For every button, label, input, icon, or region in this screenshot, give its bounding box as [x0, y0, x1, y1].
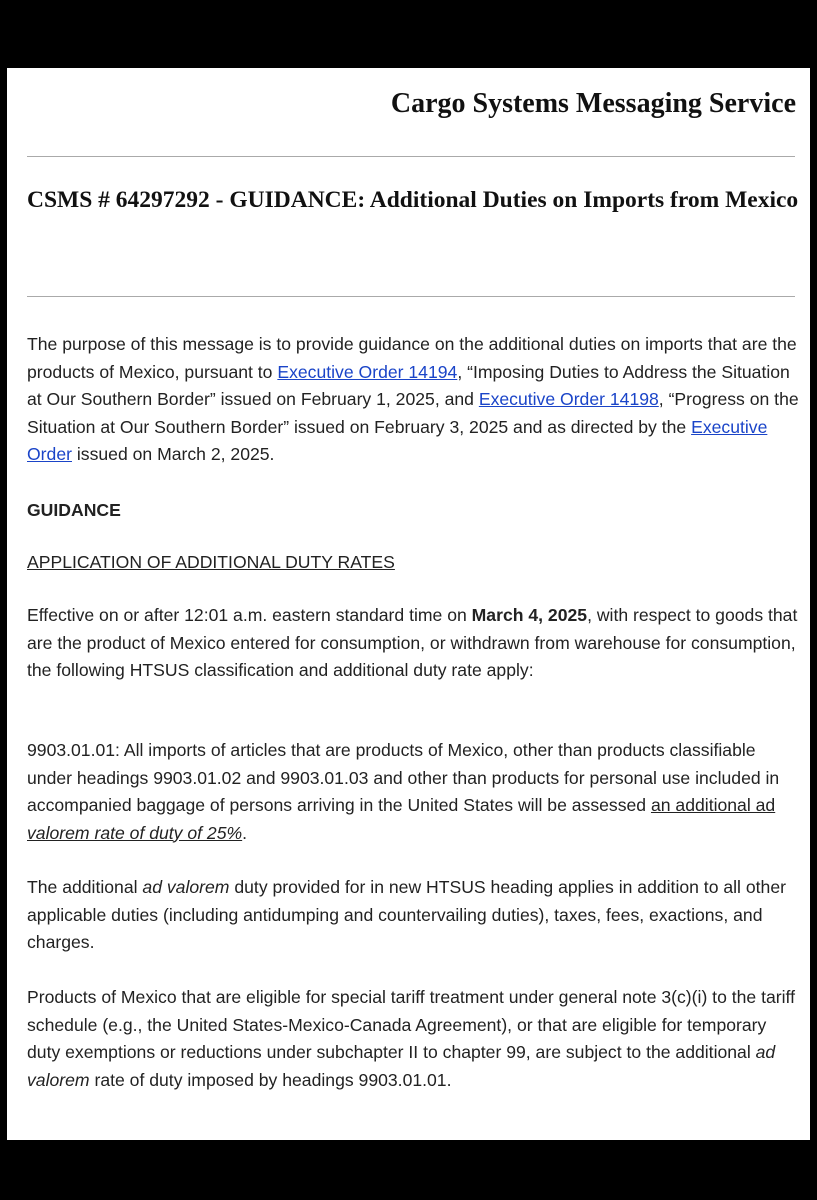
duty-rate-italic: valorem rate of duty of 25%	[27, 822, 243, 843]
effective-date: March 4, 2025	[471, 605, 588, 625]
message-headline: CSMS # 64297292 - GUIDANCE: Additional Duties on Imports from Mexico	[27, 187, 799, 213]
top-black-bar	[0, 0, 817, 54]
heading-9903-text-1: 9903.01.01: All imports of articles that are products of Mexico, other than products classifiable under headings 9903.01.02 and 9903.01.03 and other than products for personal use included in accompanied baggage of persons arriving in the United States will be assessed	[27, 740, 780, 815]
products-italic: ad valorem	[27, 1042, 776, 1090]
application-heading: APPLICATION OF ADDITIONAL DUTY RATES	[27, 552, 395, 572]
products-paragraph	[27, 984, 802, 1094]
intro-text-3: , “Progress on the Situation at Our Southern Border” issued on February 3, 2025 and as directed by the	[27, 389, 799, 437]
executive-order-link[interactable]: Executive Order	[27, 416, 768, 464]
service-title: Cargo Systems Messaging Service	[390, 88, 796, 119]
executive-order-14194-link[interactable]: Executive Order 14194	[277, 361, 458, 382]
heading-9903-text-2: .	[242, 822, 248, 843]
divider-top	[27, 156, 795, 157]
effective-text-2: , with respect to goods that are the product of Mexico entered for consumption, or withdrawn from warehouse for consumption, the following HTSUS classification and additional duty rate apply:	[27, 605, 798, 680]
intro-text-2: , “Imposing Duties to Address the Situation at Our Southern Border” issued on February 1, 2025, and	[27, 361, 790, 409]
document-page	[7, 68, 810, 1140]
intro-text-1: The purpose of this message is to provide guidance on the additional duties on imports that are the products of Mexico, pursuant to	[27, 334, 797, 382]
bottom-black-bar	[0, 1140, 817, 1200]
intro-text-4: issued on March 2, 2025.	[71, 444, 275, 464]
products-text-1: Products of Mexico that are eligible for special tariff treatment under general note 3(c)(i) to the tariff schedule (e.g., the United States-Mexico-Canada Agreement), or that are eligible for temporary duty exemptions or reductions under subchapter II to chapter 99, are subject to the additional	[27, 987, 795, 1062]
intro-paragraph	[27, 331, 802, 469]
executive-order-14198-link[interactable]: Executive Order 14198	[478, 389, 659, 409]
advalorem-italic: ad valorem	[142, 877, 230, 897]
heading-9903-paragraph	[27, 737, 802, 847]
products-text-2: rate of duty imposed by headings 9903.01.01.	[89, 1069, 452, 1090]
divider-bottom	[27, 296, 795, 297]
effective-text-1: Effective on or after 12:01 a.m. eastern standard time on	[27, 605, 472, 625]
duty-rate-text: an additional ad	[650, 795, 776, 815]
advalorem-paragraph	[27, 874, 802, 957]
advalorem-text-2: duty provided for in new HTSUS heading applies in addition to all other applicable duties (including antidumping and countervailing duties), taxes, fees, exactions, and charges.	[27, 877, 786, 952]
advalorem-text-1: The additional	[27, 877, 143, 897]
guidance-heading: GUIDANCE	[27, 500, 121, 520]
effective-paragraph	[27, 602, 802, 685]
